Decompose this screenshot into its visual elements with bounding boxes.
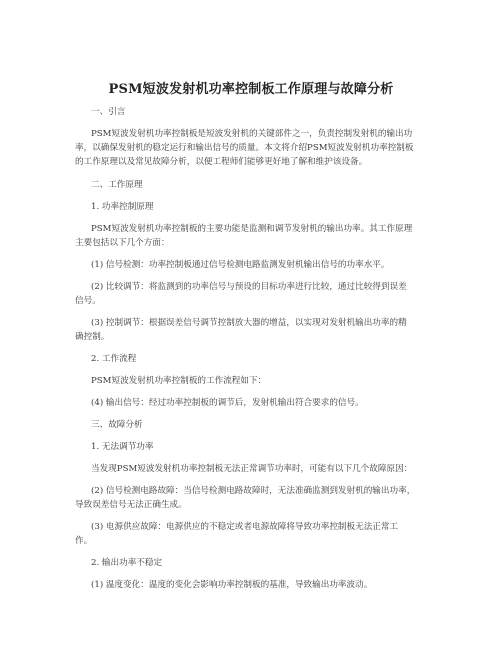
list-item: (3) 控制调节：根据误差信号调节控制放大器的增益，以实现对发射机输出功率的精 [91, 318, 407, 328]
document-title: PSM短波发射机功率控制板工作原理与故障分析 [108, 82, 394, 97]
list-item: (4) 输出信号：经过功率控制板的调节后，发射机输出符合要求的信号。 [91, 398, 364, 408]
section-heading: 二、工作原理 [91, 180, 143, 190]
list-item-continuation: 信号。 [75, 296, 101, 306]
list-item: (1) 温度变化：温度的变化会影响功率控制板的基准，导致输出功率波动。 [91, 580, 373, 590]
list-item: (1) 信号检测：功率控制板通过信号检测电路监测发射机输出信号的功率水平。 [91, 260, 390, 270]
paragraph-line: PSM短波发射机功率控制板的工作流程如下： [91, 376, 267, 386]
paragraph-line: 当发现PSM短波发射机功率控制板无法正常调节功率时，可能有以下几个故障原因： [91, 464, 413, 474]
paragraph-line: PSM短波发射机功率控制板的主要功能是监测和调节发射机的输出功率。其工作原理 [91, 224, 413, 234]
paragraph-line: 率，以确保发射机的稳定运行和输出信号的质量。本文将介绍PSM短波发射机功率控制板 [75, 143, 414, 153]
list-item: (3) 电源供应故障：电源供应的不稳定或者电源故障将导致功率控制板无法正常工 [91, 522, 399, 532]
subsection-heading: 2. 工作流程 [91, 354, 137, 364]
section-heading: 三、故障分析 [91, 420, 143, 430]
section-heading: 一、引言 [91, 107, 126, 117]
subsection-heading: 1. 功率控制原理 [91, 202, 154, 212]
list-item: (2) 信号检测电路故障：当信号检测电路故障时，无法准确监测到发射机的输出功率， [91, 486, 416, 496]
list-item: (2) 比较调节：将监测到的功率信号与预设的目标功率进行比较，通过比较得到误差 [91, 282, 407, 292]
list-item-continuation: 作。 [75, 536, 93, 546]
subsection-heading: 2. 输出功率不稳定 [91, 558, 163, 568]
list-item-continuation: 确控制。 [75, 332, 110, 342]
subsection-heading: 1. 无法调节功率 [91, 442, 154, 452]
paragraph-line: 的工作原理以及常见故障分析，以便工程师们能够更好地了解和维护该设备。 [75, 157, 368, 167]
paragraph-line: PSM短波发射机功率控制板是短波发射机的关键部件之一，负责控制发射机的输出功 [91, 129, 413, 139]
list-item-continuation: 导致误差信号无法正确生成。 [75, 500, 187, 510]
paragraph-line: 主要包括以下几个方面： [75, 238, 170, 248]
